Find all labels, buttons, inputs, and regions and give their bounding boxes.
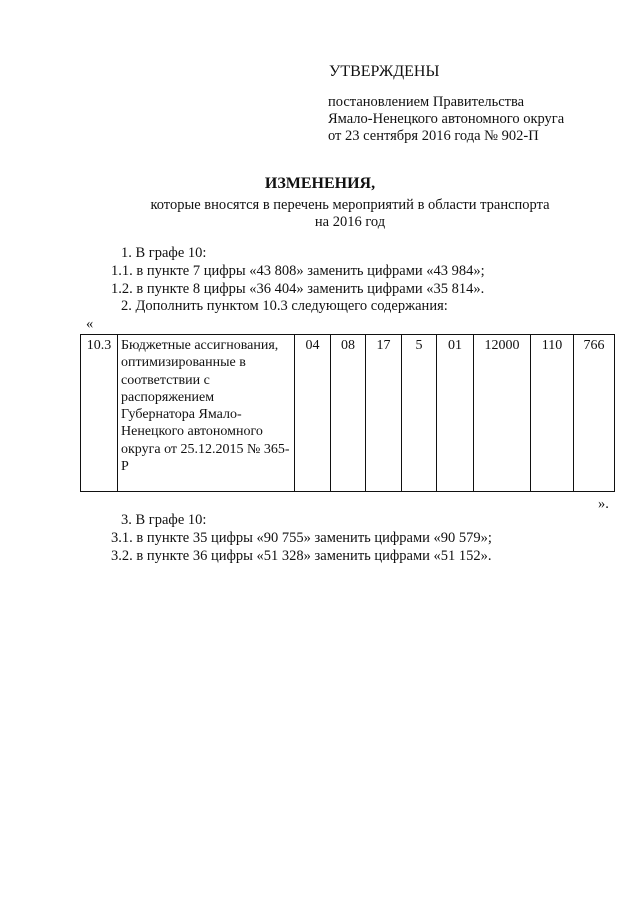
approval-line-1: постановлением Правительства bbox=[328, 94, 525, 110]
row-value-7: 110 bbox=[531, 335, 574, 492]
row-value-3: 17 bbox=[366, 335, 402, 492]
row-value-4: 5 bbox=[402, 335, 437, 492]
row-value-1: 04 bbox=[295, 335, 331, 492]
insert-table bbox=[80, 334, 615, 492]
row-value-5: 01 bbox=[437, 335, 474, 492]
close-quote: ». bbox=[598, 496, 609, 512]
section1-heading: 1. В графе 10: bbox=[121, 245, 207, 261]
approval-line-2: Ямало-Ненецкого автономного округа bbox=[328, 111, 565, 127]
section3-heading: 3. В графе 10: bbox=[121, 512, 207, 528]
table-row bbox=[81, 335, 615, 492]
row-value-8: 766 bbox=[574, 335, 615, 492]
section3-item-2: 3.2. в пункте 36 цифры «51 328» заменить цифрами «51 152». bbox=[111, 548, 492, 564]
section1-item-2: 1.2. в пункте 8 цифры «36 404» заменить цифрами «35 814». bbox=[111, 281, 485, 297]
approval-heading: УТВЕРЖДЕНЫ bbox=[329, 63, 440, 80]
document-title: ИЗМЕНЕНИЯ, bbox=[264, 175, 376, 192]
document-subtitle-line-2: на 2016 год bbox=[314, 214, 386, 230]
document-subtitle-line-1: которые вносятся в перечень мероприятий в области транспорта bbox=[150, 197, 550, 213]
row-number: 10.3 bbox=[81, 335, 118, 492]
open-quote: « bbox=[86, 316, 94, 332]
approval-line-3: от 23 сентября 2016 года № 902-П bbox=[328, 128, 539, 144]
row-description: Бюджетные ассигнования, оптимизированные в соответствии с распоряжением Губернатора Ямало-Ненецкого автономного округа от 25.12.2015 № 365-Р bbox=[118, 335, 295, 492]
row-value-6: 12000 bbox=[474, 335, 531, 492]
section3-item-1: 3.1. в пункте 35 цифры «90 755» заменить цифрами «90 579»; bbox=[111, 530, 492, 546]
section2-heading: 2. Дополнить пунктом 10.3 следующего содержания: bbox=[121, 298, 448, 314]
section1-item-1: 1.1. в пункте 7 цифры «43 808» заменить цифрами «43 984»; bbox=[111, 263, 485, 279]
row-value-2: 08 bbox=[331, 335, 366, 492]
